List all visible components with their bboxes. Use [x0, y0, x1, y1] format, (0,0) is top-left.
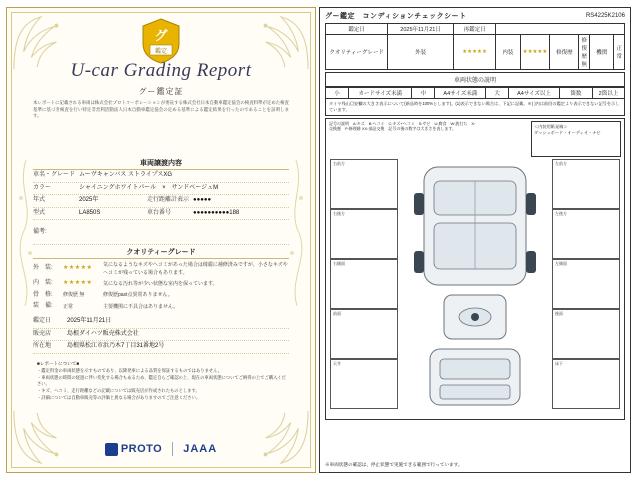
row-label: 販売店 — [33, 330, 52, 337]
cell-label: 床下 — [555, 360, 563, 366]
dealer-info-table — [33, 316, 289, 354]
row-label-2: 車台番号 — [147, 209, 172, 216]
diagram-cell — [552, 359, 620, 409]
cell-label: クオリティーグレード — [326, 35, 388, 70]
table-row — [33, 220, 289, 245]
cell-value: ★★★★★ — [453, 35, 495, 70]
proto-logo — [105, 443, 162, 456]
section-quality-heading: クオリティーグレード — [33, 247, 289, 259]
section-vehicle-heading: 車両譲渡内容 — [33, 158, 289, 170]
rating-value: 修復歴 無 — [63, 292, 85, 299]
cell-value: A4サイズ以上 — [509, 88, 560, 99]
row-label: 年式 — [33, 197, 46, 204]
proto-logo-text: PROTO — [120, 443, 163, 455]
diagram-cell — [330, 209, 398, 259]
report-title: U-car Grading Report — [70, 60, 252, 81]
report-footnotes — [37, 360, 289, 401]
row-value: 2025年11月21日 — [67, 318, 112, 324]
cell-label: 鑑定日 — [326, 24, 388, 35]
size-definition-table — [325, 87, 625, 99]
cell-value: カードサイズ未満 — [349, 88, 412, 99]
diagram-cell — [330, 259, 398, 309]
table-row — [33, 183, 289, 196]
inspection-header-table — [325, 23, 625, 70]
cell-label: 内装 — [496, 35, 520, 70]
table-row — [33, 329, 289, 342]
cell-value: A4サイズ未満 — [435, 88, 486, 99]
svg-text:グ: グ — [154, 28, 168, 43]
diagram-cell — [330, 309, 398, 359]
row-note: 修復歴past点異常ありません。 — [103, 292, 173, 299]
jaaa-logo-text: JAAA — [183, 443, 218, 455]
row-value: 2025年 — [79, 197, 99, 204]
diagram-cell — [552, 159, 620, 209]
row-label: 内 装: — [33, 280, 53, 286]
row-label: 型式 — [33, 209, 46, 216]
cell-label: 右前方 — [333, 160, 345, 166]
interior-note-title: ＜内装用紙発端＞ — [534, 123, 568, 129]
cell-label: 外装 — [388, 35, 454, 70]
size-legend-wrap — [320, 70, 630, 116]
table-row — [33, 195, 289, 208]
interior-note-text: ダッシュボード・オーディオ・ナビ — [534, 129, 601, 135]
cell-value: ★★★★★ — [520, 35, 550, 70]
table-row — [33, 170, 289, 183]
diagram-cell — [552, 309, 620, 359]
list-item: ・キズ、へコミ、走行距離などの記載については販売店が作成されたものとします。 — [37, 388, 200, 394]
diagram-cell — [330, 359, 398, 409]
diagram-symbol-legend: 記号の説明 A:キズ B:ヘコミ C:キズ+ヘコミ S:サビ U:腐食 W:波打ち X:交換歴 P:修理跡 XX:部品交換 記号の後の数字は大きさを表します。 — [329, 120, 476, 132]
table-row — [326, 24, 625, 35]
cell-label: 大 — [486, 88, 509, 99]
goo-kantei-crest-icon — [141, 18, 181, 64]
quality-grade-table — [33, 260, 289, 313]
row-label: 所在地 — [33, 343, 52, 350]
cell-label: 箇数 — [559, 88, 592, 99]
cell-label: 再鑑定日 — [453, 24, 495, 35]
rating-stars: ★★★★★ — [63, 280, 93, 286]
row-value: ムーヴキャンバス ストライプスXG — [79, 172, 173, 178]
cell-value: 2箇以上 — [592, 88, 624, 99]
proto-mark-icon — [105, 443, 118, 456]
table-row — [33, 301, 289, 313]
list-item: ・車両状態の時間の経過に伴い変化する場合もあるため、鑑定自らご確認の上、現在の車両状態についてご納得の上でご購入ください。 — [37, 374, 286, 387]
row-label: 装 備: — [33, 303, 53, 310]
car-outline-diagram-icon — [400, 159, 550, 409]
logo-divider — [172, 442, 173, 456]
cell-label: 修復歴 — [550, 35, 579, 70]
cell-label: 左後方 — [555, 210, 567, 216]
table-row — [33, 278, 289, 290]
list-item: ・詳細については自動車販売等の評価と異なる場合がありますのでご注意ください。 — [37, 394, 201, 400]
cell-label: 前面 — [333, 310, 341, 316]
interior-note-box — [531, 121, 621, 157]
sheet-title: グー鑑定 コンディションチェックシート — [325, 13, 467, 20]
diagram-cell — [552, 259, 620, 309]
table-row — [33, 290, 289, 302]
vehicle-damage-diagram — [325, 118, 625, 420]
diagram-cell — [552, 209, 620, 259]
cell-label: 天井 — [333, 360, 341, 366]
row-note: 気になる汚れ等が少い状態な室内を保っています。 — [103, 280, 218, 287]
corner-flourish-icon — [12, 409, 70, 467]
cell-label: 右側面 — [333, 260, 345, 266]
row-value: LA850S — [79, 209, 101, 216]
report-subtitle: グー鑑定証 — [138, 87, 184, 96]
cell-label: 小 — [326, 88, 349, 99]
sheet-header — [320, 8, 630, 23]
row-value: 島根県松江市浜乃木7丁目31番地2号 — [67, 343, 165, 350]
row-label: 車名・グレード — [33, 172, 76, 178]
report-blurb: 本レポートに記載される車両は株式会社プロトコーポレーションが委託する株式会社日本自動車鑑定協会の検査料準が定めた検査基準に基づき検査を行い特定非営利活動法人日本自動車鑑定協会の定める基準による鑑定結果を行ったのであることを証明します。 — [33, 100, 289, 119]
row-value: 島根ダイハツ販売株式会社 — [67, 330, 139, 337]
rating-stars: ★★★★★ — [63, 265, 93, 272]
cell-label: 後面 — [555, 310, 563, 316]
grading-report-certificate — [6, 7, 316, 473]
size-legend-text: タイヤ残山目安欄の大きさ表示について(新品時を100%とします)。(1)表示できない場合は、下記に記載。※( )内は前回の鑑定より表示できない記号を示しています。 — [325, 99, 625, 116]
footnotes-heading: ■レポートについて■ — [37, 361, 80, 366]
row-label: 備考: — [33, 228, 47, 235]
cell-value — [496, 24, 625, 35]
row-label-2: 走行距離計表示 — [147, 197, 190, 204]
row-label: 骨 格: — [33, 291, 53, 298]
row-value: シャイニングホワイトパール × サンドベージュM — [79, 184, 219, 191]
cell-label: 右後方 — [333, 210, 345, 216]
cell-label: 中 — [412, 88, 435, 99]
diagram-cell — [330, 159, 398, 209]
table-row — [326, 35, 625, 70]
row-note: 気になるようなキズやへコミがあった場合は綺麗に補修済みですが、小さなキズやヘコミが残っている場合もあります。 — [103, 262, 288, 276]
cell-value: 修復歴無 — [579, 35, 590, 70]
vehicle-info-table — [33, 170, 289, 245]
size-section-title: 車両状態の説明 — [325, 72, 625, 87]
header-table-wrap — [320, 23, 630, 70]
corner-flourish-icon — [252, 409, 310, 467]
rating-value: 正常 — [63, 303, 74, 310]
sheet-code: RS4225K2106 — [585, 13, 625, 19]
cell-value: 正常 — [614, 35, 625, 70]
cell-value: 2025年11月21日 — [388, 24, 454, 35]
cell-label: 機関 — [590, 35, 614, 70]
row-label: 外 装: — [33, 265, 53, 272]
row-note: 主要機関に不具合はありません。 — [103, 303, 179, 310]
condition-check-sheet — [319, 7, 631, 473]
cell-label: 左前方 — [555, 160, 567, 166]
row-label: 鑑定日 — [33, 318, 52, 324]
row-value-2: ●●●●● — [193, 197, 212, 204]
cell-label: 左側面 — [555, 260, 567, 266]
sheet-footnote: ※車両状態の確認は、停止状態で実施できる範囲で行っています。 — [325, 462, 463, 467]
table-row — [33, 260, 289, 278]
table-row — [33, 341, 289, 354]
row-value-2: ●●●●●●●●●●188 — [193, 209, 240, 216]
table-row — [326, 88, 625, 99]
list-item: ・鑑定料金の車両状態を示すものであり、以降発車による品質を保証するものではありません。 — [37, 368, 223, 374]
table-row — [33, 316, 289, 329]
table-row — [33, 208, 289, 221]
logo-strip — [7, 442, 315, 456]
svg-text:鑑定: 鑑定 — [154, 49, 168, 55]
row-label: カラー — [33, 184, 52, 191]
